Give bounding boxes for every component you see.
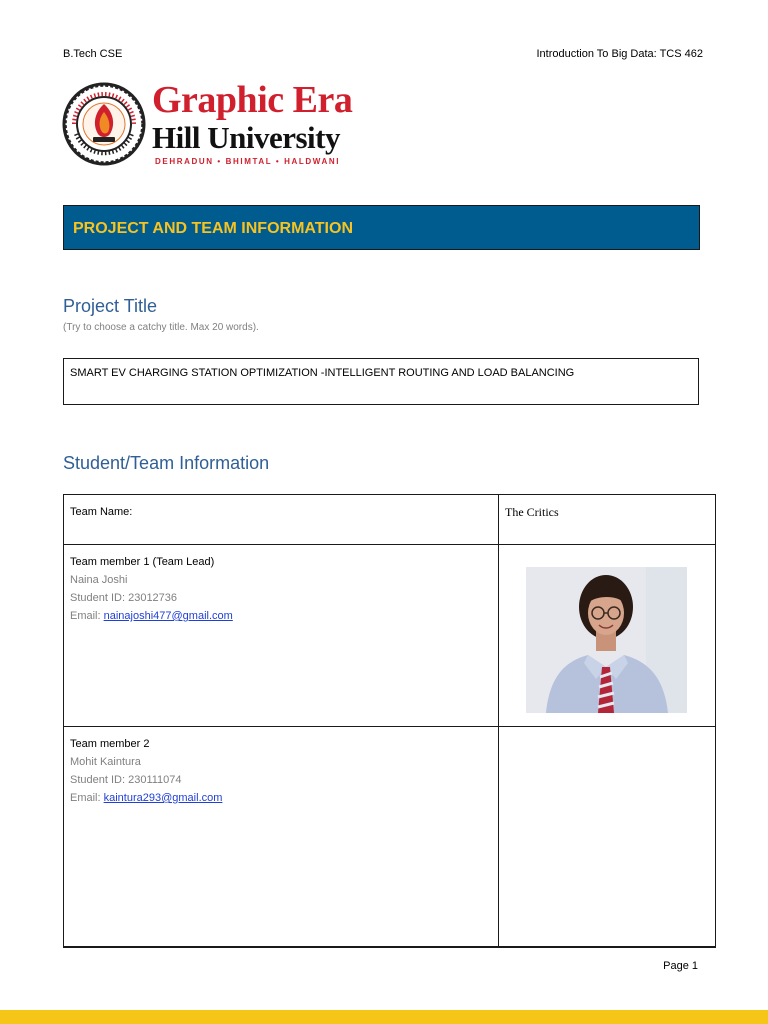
table-row [64,727,716,947]
member-1-email-link[interactable]: nainajoshi477@gmail.com [103,610,233,622]
project-title-box [63,358,699,405]
member-2-email-label: Email: [70,792,104,804]
logo-name-line2: Hill University [152,120,340,155]
table-row [64,495,716,545]
footer-bar [0,1010,768,1024]
member-1-photo-cell [499,545,716,727]
member-2-role: Team member 2 [70,738,150,750]
page-number: Page 1 [663,960,698,972]
member-1-email-label: Email: [70,610,104,622]
header-course: B.Tech CSE [63,48,123,60]
team-name-value-cell [499,495,716,545]
member-2-email-link[interactable]: kaintura293@gmail.com [103,792,223,804]
logo-name-line1: Graphic Era [152,79,353,121]
member-2-photo-cell [499,727,716,947]
university-logo [62,78,392,170]
student-photo-image [526,567,687,713]
project-title-hint: (Try to choose a catchy title. Max 20 words). [63,322,259,333]
table-row [64,545,716,727]
member-2-name: Mohit Kaintura [70,756,141,768]
header-subject: Introduction To Big Data: TCS 462 [536,48,703,60]
member-1-name: Naina Joshi [70,574,128,586]
section-banner [63,205,700,250]
team-name-label-cell [64,495,499,545]
team-name-value: The Critics [505,505,559,519]
member-1-photo [526,567,687,713]
team-name-label: Team Name: [70,506,133,518]
member-1-info-cell [64,545,499,727]
member-1-student-id: Student ID: 23012736 [70,592,178,604]
logo-campuses: DEHRADUN • BHIMTAL • HALDWANI [155,157,341,166]
university-seal-icon [62,82,146,166]
project-title-text: SMART EV CHARGING STATION OPTIMIZATION -INTELLIGENT ROUTING AND LOAD BALANCING [70,367,575,379]
member-1-role: Team member 1 (Team Lead) [70,556,215,568]
member-2-student-id: Student ID: 230111074 [70,774,182,786]
member-2-info-cell [64,727,499,947]
banner-title: PROJECT AND TEAM INFORMATION [73,220,353,237]
team-table [63,494,716,948]
team-info-heading: Student/Team Information [63,453,270,473]
project-title-heading: Project Title [63,296,158,316]
